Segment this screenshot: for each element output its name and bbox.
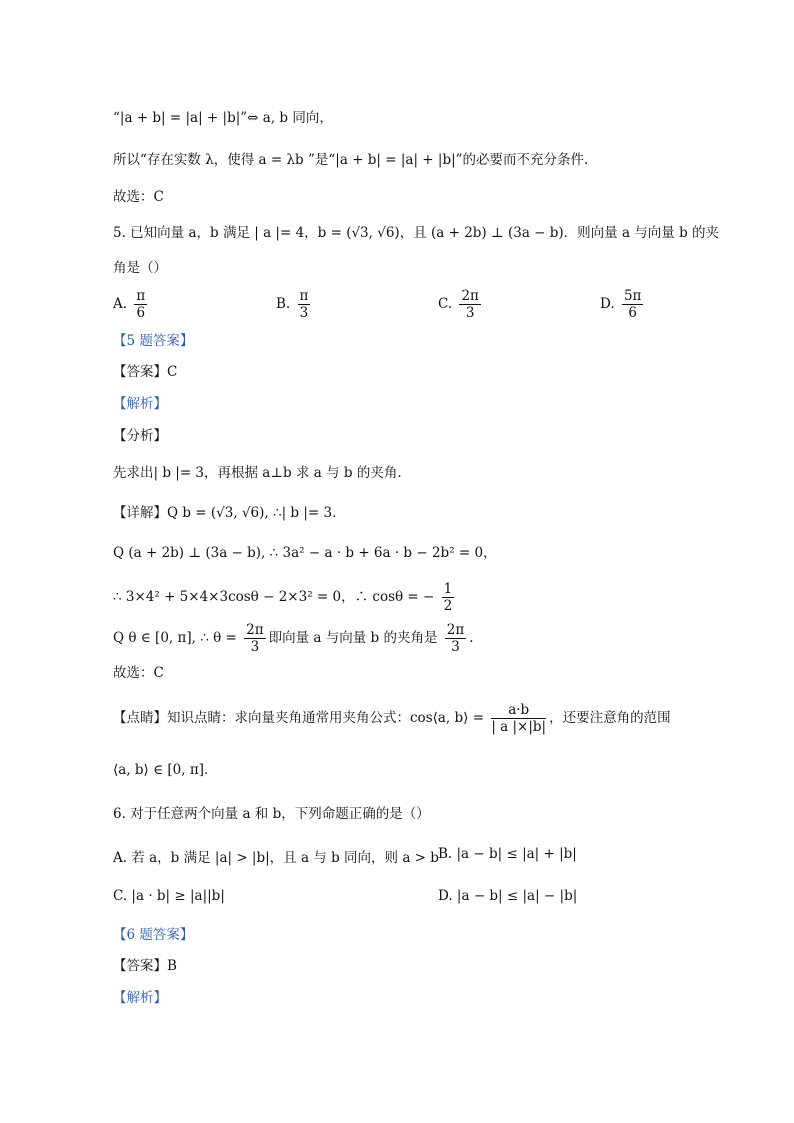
q5-option-a [113, 288, 150, 321]
cos-den: | a |×|b| [491, 719, 547, 735]
q5-option-c-den: 3 [465, 305, 475, 321]
q5-option-c-fraction [459, 288, 480, 321]
q5-select: 故选：C [113, 665, 164, 681]
q5-option-a-fraction [134, 288, 147, 321]
question-6-stem: 6. 对于任意两个向量 a 和 b，下列命题正确的是（） [113, 806, 430, 822]
prev-select: 故选：C [113, 189, 164, 205]
q6-option-d: D. |a − b| ≤ |a| − |b| [438, 888, 578, 904]
q6-option-c: C. |a · b| ≥ |a||b| [113, 888, 225, 904]
q5-answer-tag: 【5 题答案】 [113, 333, 194, 349]
q5-option-a-letter: A. [113, 296, 128, 312]
line-equivalence [113, 108, 333, 128]
question-5-stem-cont: 角是（） [113, 260, 167, 276]
angle-den: 3 [451, 639, 460, 655]
q5-option-a-num: π [136, 288, 146, 304]
q5-option-b-fraction [298, 288, 311, 321]
q5-option-d-fraction [622, 288, 643, 321]
angle-fraction [445, 622, 466, 655]
q5-option-d-letter: D. [600, 296, 615, 312]
q6-option-b: B. |a − b| ≤ |a| + |b| [438, 846, 577, 862]
q5-option-d-den: 6 [628, 305, 637, 321]
q5-option-c [438, 288, 484, 321]
q5-option-b-den: 3 [299, 305, 309, 321]
q5-option-b-letter: B. [276, 296, 291, 312]
q5-detail-4-mid: 即向量 a 与向量 b 的夹角是 [268, 630, 438, 646]
question-5-stem: 5. 已知向量 a，b 满足 | a |= 4，b = (√3, √6)，且 (a + 2b) ⊥ (3a − b)．则向量 a 与向量 b 的夹 [113, 225, 720, 241]
q5-dianjing-range: ⟨a, b⟩ ∈ [0, π]． [113, 762, 218, 778]
q5-detail-2: Q (a + 2b) ⊥ (3a − b), ∴ 3a² − a · b + 6a · b − 2b² = 0， [113, 545, 497, 561]
half-den: 2 [443, 598, 453, 614]
cos-fraction [491, 702, 546, 735]
q5-detail-1: 【详解】Q b = (√3, √6), ∴| b |= 3． [113, 505, 346, 521]
q5-option-d [600, 288, 646, 321]
q5-option-d-num: 5π [623, 288, 642, 304]
q5-option-a-den: 6 [136, 305, 146, 321]
q5-fenxi-heading: 【分析】 [113, 428, 167, 444]
q5-option-b-num: π [299, 288, 309, 304]
q5-option-b [276, 288, 313, 321]
half-fraction [442, 581, 455, 614]
q5-dianjing-end: ，还要注意角的范围 [549, 710, 671, 726]
half-num: 1 [443, 581, 453, 597]
equivalence-expression: “|a + b| = |a| + |b|” [113, 110, 248, 126]
theta-den: 3 [250, 639, 260, 655]
q6-answer-tag: 【6 题答案】 [113, 927, 194, 943]
conclusion-end: ”的必要而不充分条件. [455, 152, 589, 168]
q6-analysis-heading: 【解析】 [113, 990, 167, 1006]
line-conclusion [113, 150, 588, 170]
q6-option-a: A. 若 a，b 满足 |a| > |b|，且 a 与 b 同向，则 a > b [113, 850, 439, 866]
equivalence-tail: ⇔ a, b 同向， [247, 110, 333, 126]
q5-dianjing [113, 698, 671, 738]
q5-option-c-letter: C. [438, 296, 453, 312]
conclusion-start: 所以“存在实数 λ，使得 a = λb ”是“ [113, 152, 336, 168]
angle-num: 2π [446, 622, 465, 638]
theta-fraction [244, 622, 265, 655]
q5-answer: 【答案】C [113, 364, 178, 380]
q5-option-c-num: 2π [461, 288, 479, 304]
q5-detail-4: Q θ ∈ [0, π], ∴ θ = $\frac{2\pi}{3}$ 即向量 a 与向量 b 的夹角是 $\frac{2\pi}{3}$ . [113, 622, 474, 655]
q5-detail-4-start: Q θ ∈ [0, π], ∴ θ = [113, 630, 237, 646]
q5-fenxi-text: 先求出| b |= 3，再根据 a⊥b 求 a 与 b 的夹角. [113, 465, 402, 481]
q5-analysis-heading: 【解析】 [113, 396, 167, 412]
q6-answer: 【答案】B [113, 958, 177, 974]
cos-num: a·b [491, 702, 546, 719]
conclusion-expression: |a + b| = |a| + |b| [335, 152, 456, 168]
q5-dianjing-start: 【点睛】知识点睛：求向量夹角通常用夹角公式：cos⟨a, b⟩ = [113, 710, 485, 726]
q5-detail-3-text: ∴ 3×4² + 5×4×3cosθ − 2×3² = 0，∴ cosθ = − [113, 589, 435, 605]
q5-detail-3 [113, 577, 457, 617]
theta-num: 2π [246, 622, 264, 638]
